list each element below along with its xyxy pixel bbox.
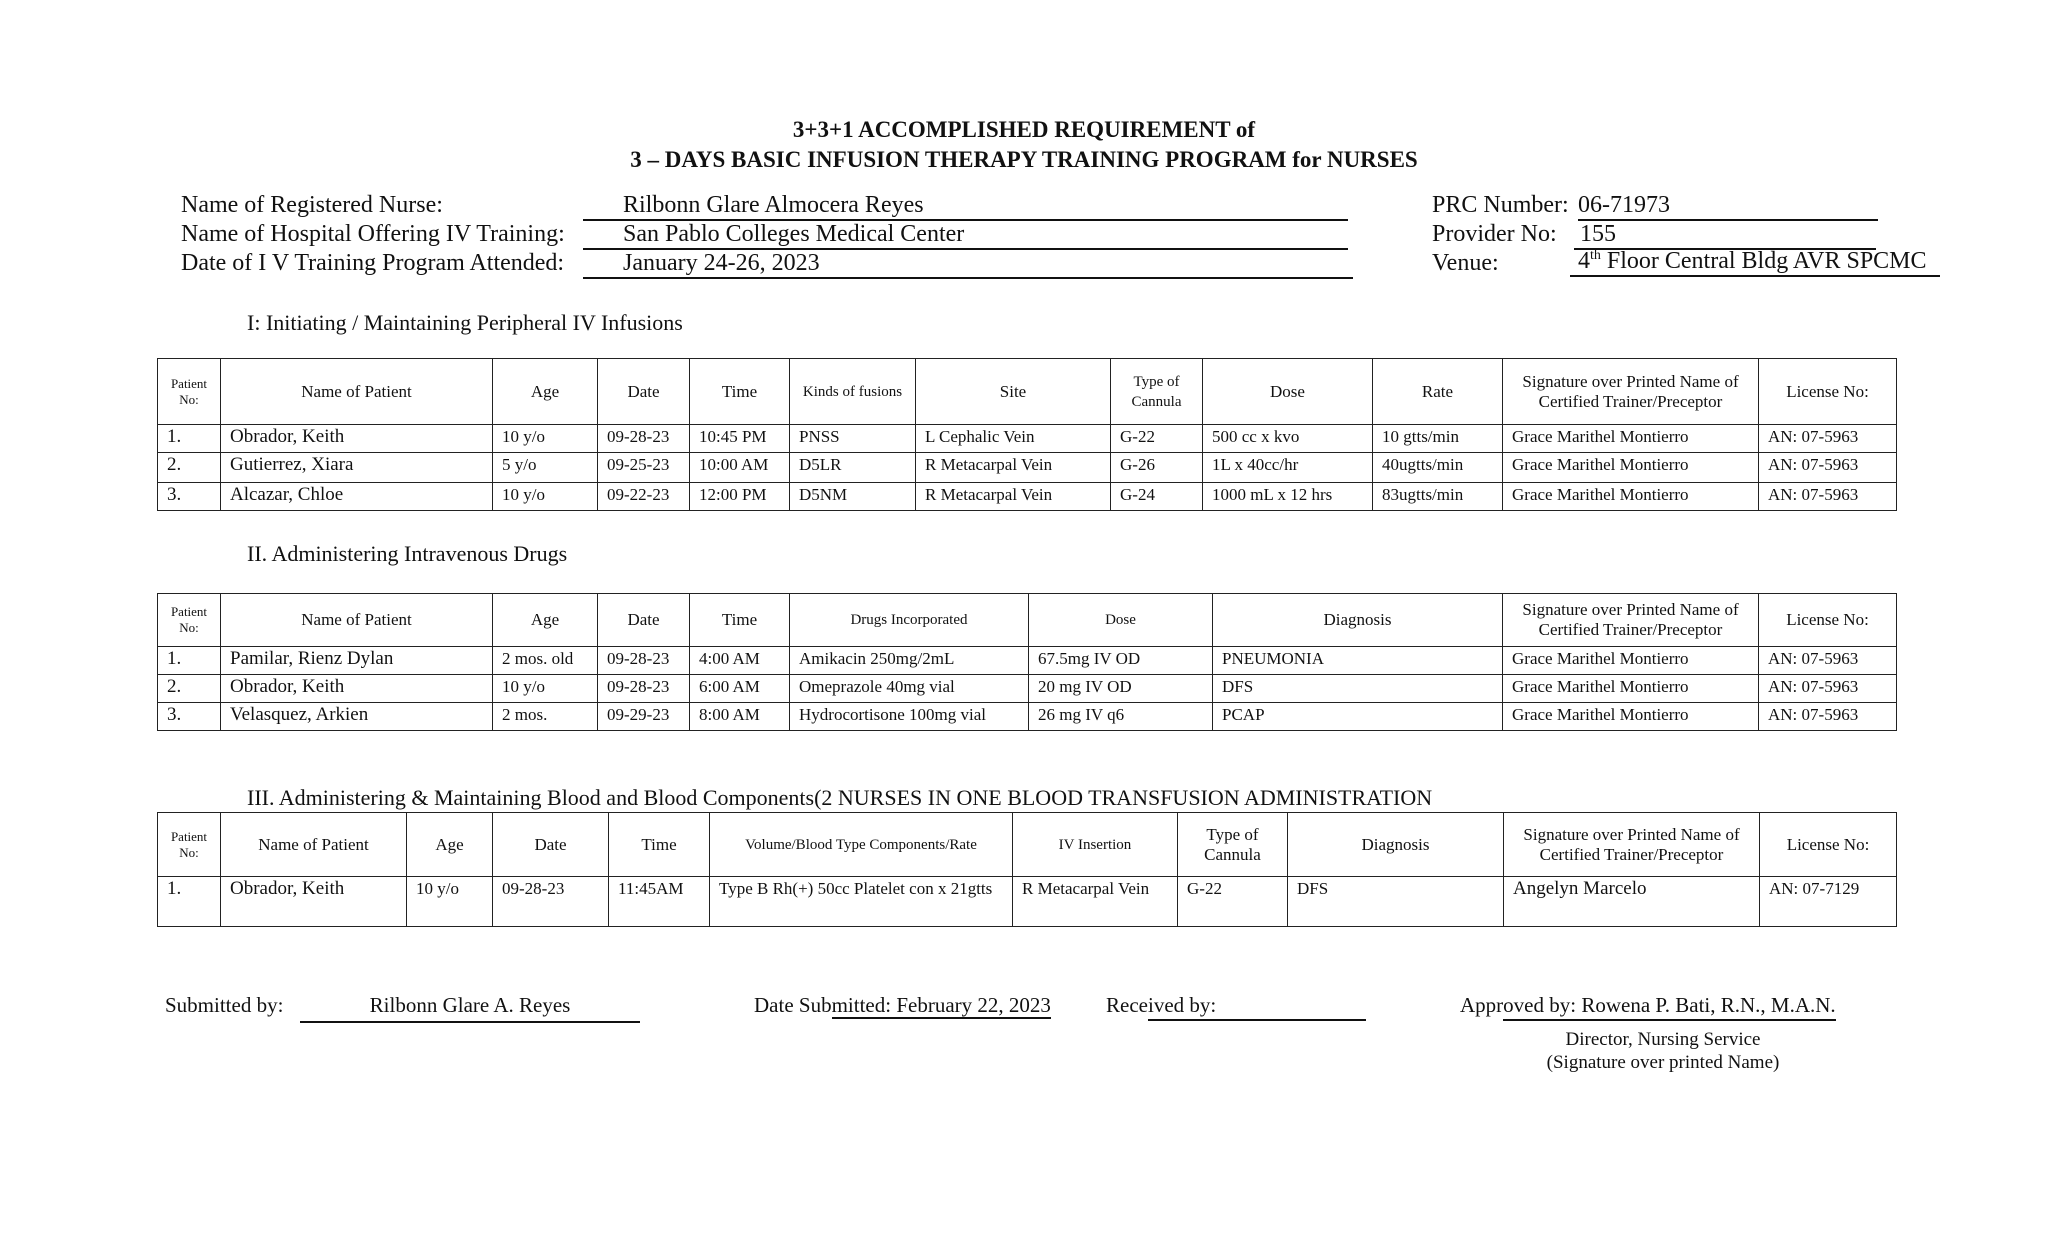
col-date: Date bbox=[598, 359, 690, 425]
cell-license: AN: 07-5963 bbox=[1759, 675, 1897, 703]
cell-rate: 83ugtts/min bbox=[1373, 483, 1503, 511]
cell-trainer: Grace Marithel Montierro bbox=[1503, 453, 1759, 483]
cell-dose: 26 mg IV q6 bbox=[1029, 703, 1213, 731]
cell-trainer: Grace Marithel Montierro bbox=[1503, 703, 1759, 731]
cell-license: AN: 07-5963 bbox=[1759, 425, 1897, 453]
cell-time: 11:45AM bbox=[609, 877, 710, 927]
col-signature: Signature over Printed Name of Certified Trainer/Preceptor bbox=[1504, 813, 1760, 877]
cell-diagnosis: DFS bbox=[1213, 675, 1503, 703]
col-time: Time bbox=[690, 359, 790, 425]
cell-trainer: Angelyn Marcelo bbox=[1504, 877, 1760, 927]
cell-age: 10 y/o bbox=[493, 425, 598, 453]
cell-dose: 67.5mg IV OD bbox=[1029, 647, 1213, 675]
col-date: Date bbox=[493, 813, 609, 877]
col-name: Name of Patient bbox=[221, 359, 493, 425]
training-date-value: January 24-26, 2023 bbox=[583, 250, 1353, 279]
approved-by bbox=[1460, 993, 1836, 1021]
document-title-line2: 3 – DAYS BASIC INFUSION THERAPY TRAINING PROGRAM for NURSES bbox=[630, 147, 1418, 172]
col-diagnosis: Diagnosis bbox=[1213, 594, 1503, 647]
blood-components-table bbox=[157, 812, 1897, 927]
cell-trainer: Grace Marithel Montierro bbox=[1503, 483, 1759, 511]
cell-fusion: D5LR bbox=[790, 453, 916, 483]
cell-age: 10 y/o bbox=[407, 877, 493, 927]
cell-date: 09-28-23 bbox=[493, 877, 609, 927]
col-signature: Signature over Printed Name of Certified Trainer/Preceptor bbox=[1503, 594, 1759, 647]
venue-value: 4th Floor Central Bldg AVR SPCMC bbox=[1570, 248, 1940, 277]
cell-site: L Cephalic Vein bbox=[916, 425, 1111, 453]
cell-name: Pamilar, Rienz Dylan bbox=[221, 647, 493, 675]
cell-site: R Metacarpal Vein bbox=[916, 483, 1111, 511]
cell-fusion: PNSS bbox=[790, 425, 916, 453]
cell-time: 6:00 AM bbox=[690, 675, 790, 703]
cell-name: Gutierrez, Xiara bbox=[221, 453, 493, 483]
col-patient-no: Patient No: bbox=[158, 594, 221, 647]
cell-blood-components: Type B Rh(+) 50cc Platelet con x 21gtts bbox=[710, 877, 1013, 927]
col-dose: Dose bbox=[1203, 359, 1373, 425]
cell-date: 09-28-23 bbox=[598, 675, 690, 703]
col-type-of-cannula: Type of Cannula bbox=[1111, 359, 1203, 425]
cell-no: 3. bbox=[158, 483, 221, 511]
cell-age: 2 mos. old bbox=[493, 647, 598, 675]
col-name: Name of Patient bbox=[221, 594, 493, 647]
cell-dose: 1000 mL x 12 hrs bbox=[1203, 483, 1373, 511]
table-row bbox=[158, 483, 1897, 511]
cell-time: 10:45 PM bbox=[690, 425, 790, 453]
cell-time: 4:00 AM bbox=[690, 647, 790, 675]
col-license: License No: bbox=[1760, 813, 1897, 877]
cell-no: 3. bbox=[158, 703, 221, 731]
cell-rate: 10 gtts/min bbox=[1373, 425, 1503, 453]
cell-no: 1. bbox=[158, 877, 221, 927]
date-submitted-label bbox=[754, 993, 1051, 1018]
table-row bbox=[158, 425, 1897, 453]
prc-value: 06-71973 bbox=[1578, 192, 1878, 221]
col-patient-no: Patient No: bbox=[158, 813, 221, 877]
cell-age: 10 y/o bbox=[493, 483, 598, 511]
col-site: Site bbox=[916, 359, 1111, 425]
cell-dose: 1L x 40cc/hr bbox=[1203, 453, 1373, 483]
col-signature: Signature over Printed Name of Certified Trainer/Preceptor bbox=[1503, 359, 1759, 425]
cell-date: 09-22-23 bbox=[598, 483, 690, 511]
iv-infusions-table bbox=[157, 358, 1897, 511]
submitted-by-label: Submitted by: bbox=[165, 993, 284, 1017]
cell-diagnosis: PNEUMONIA bbox=[1213, 647, 1503, 675]
col-rate: Rate bbox=[1373, 359, 1503, 425]
col-diagnosis: Diagnosis bbox=[1288, 813, 1504, 877]
cell-trainer: Grace Marithel Montierro bbox=[1503, 425, 1759, 453]
cell-time: 8:00 AM bbox=[690, 703, 790, 731]
col-type-of-cannula: Type of Cannula bbox=[1178, 813, 1288, 877]
cell-age: 2 mos. bbox=[493, 703, 598, 731]
cell-cannula: G-22 bbox=[1178, 877, 1288, 927]
cell-license: AN: 07-5963 bbox=[1759, 453, 1897, 483]
document-title-line1: 3+3+1 ACCOMPLISHED REQUIREMENT of bbox=[792, 117, 1256, 142]
received-by-line: ived by: bbox=[1148, 993, 1366, 1021]
cell-no: 2. bbox=[158, 675, 221, 703]
col-age: Age bbox=[493, 359, 598, 425]
col-time: Time bbox=[609, 813, 710, 877]
hospital-label: Name of Hospital Offering IV Training: bbox=[181, 221, 565, 247]
hospital-value: San Pablo Colleges Medical Center bbox=[583, 221, 1348, 250]
training-date-label: Date of I V Training Program Attended: bbox=[181, 250, 565, 276]
venue-label: Venue: bbox=[1432, 250, 1499, 276]
cell-drug: Omeprazole 40mg vial bbox=[790, 675, 1029, 703]
cell-trainer: Grace Marithel Montierro bbox=[1503, 647, 1759, 675]
cell-name: Obrador, Keith bbox=[221, 877, 407, 927]
cell-date: 09-29-23 bbox=[598, 703, 690, 731]
submitted-by-value: Rilbonn Glare A. Reyes bbox=[300, 993, 640, 1023]
cell-name: Velasquez, Arkien bbox=[221, 703, 493, 731]
col-dose: Dose bbox=[1029, 594, 1213, 647]
col-drugs: Drugs Incorporated bbox=[790, 594, 1029, 647]
cell-iv-insertion: R Metacarpal Vein bbox=[1013, 877, 1178, 927]
table-row bbox=[158, 675, 1897, 703]
table-header-row bbox=[158, 359, 1897, 425]
table-header-row bbox=[158, 813, 1897, 877]
col-time: Time bbox=[690, 594, 790, 647]
cell-no: 1. bbox=[158, 425, 221, 453]
section1-title: I: Initiating / Maintaining Peripheral IV Infusions bbox=[247, 310, 683, 335]
section3-title: III. Administering & Maintaining Blood and Blood Components(2 NURSES IN ONE BLOOD TRANSFUSION ADMINISTRATION bbox=[247, 785, 1433, 810]
cell-name: Alcazar, Chloe bbox=[221, 483, 493, 511]
cell-trainer: Grace Marithel Montierro bbox=[1503, 675, 1759, 703]
cell-diagnosis: PCAP bbox=[1213, 703, 1503, 731]
cell-cannula: G-24 bbox=[1111, 483, 1203, 511]
cell-time: 12:00 PM bbox=[690, 483, 790, 511]
date-submitted-value: mitted: February 22, 2023 bbox=[831, 993, 1051, 1017]
cell-license: AN: 07-5963 bbox=[1759, 647, 1897, 675]
col-age: Age bbox=[493, 594, 598, 647]
table-row bbox=[158, 647, 1897, 675]
cell-license: AN: 07-7129 bbox=[1760, 877, 1897, 927]
col-kinds-of-fusions: Kinds of fusions bbox=[790, 359, 916, 425]
cell-date: 09-28-23 bbox=[598, 425, 690, 453]
cell-age: 5 y/o bbox=[493, 453, 598, 483]
table-row bbox=[158, 453, 1897, 483]
iv-drugs-table bbox=[157, 593, 1897, 731]
cell-date: 09-28-23 bbox=[598, 647, 690, 675]
cell-cannula: G-26 bbox=[1111, 453, 1203, 483]
cell-name: Obrador, Keith bbox=[221, 425, 493, 453]
approved-by-prefix: Appr bbox=[1460, 993, 1504, 1017]
received-by-prefix: Rece bbox=[1106, 993, 1148, 1017]
cell-drug: Hydrocortisone 100mg vial bbox=[790, 703, 1029, 731]
cell-date: 09-25-23 bbox=[598, 453, 690, 483]
nurse-value: Rilbonn Glare Almocera Reyes bbox=[583, 192, 1348, 221]
cell-time: 10:00 AM bbox=[690, 453, 790, 483]
table-row bbox=[158, 877, 1897, 927]
col-date: Date bbox=[598, 594, 690, 647]
provider-label: Provider No: bbox=[1432, 221, 1557, 247]
received-by bbox=[1106, 993, 1366, 1021]
cell-site: R Metacarpal Vein bbox=[916, 453, 1111, 483]
approved-by-value: oved by: Rowena P. Bati, R.N., M.A.N. bbox=[1503, 993, 1836, 1021]
cell-name: Obrador, Keith bbox=[221, 675, 493, 703]
approver-note: (Signature over printed Name) bbox=[1546, 1052, 1780, 1073]
col-age: Age bbox=[407, 813, 493, 877]
cell-age: 10 y/o bbox=[493, 675, 598, 703]
approver-title: Director, Nursing Service bbox=[1565, 1029, 1761, 1050]
cell-fusion: D5NM bbox=[790, 483, 916, 511]
section2-title: II. Administering Intravenous Drugs bbox=[247, 541, 568, 566]
cell-cannula: G-22 bbox=[1111, 425, 1203, 453]
cell-diagnosis: DFS bbox=[1288, 877, 1504, 927]
col-name: Name of Patient bbox=[221, 813, 407, 877]
prc-label: PRC Number: bbox=[1432, 192, 1569, 218]
cell-dose: 20 mg IV OD bbox=[1029, 675, 1213, 703]
cell-license: AN: 07-5963 bbox=[1759, 703, 1897, 731]
cell-no: 2. bbox=[158, 453, 221, 483]
col-license: License No: bbox=[1759, 359, 1897, 425]
nurse-label: Name of Registered Nurse: bbox=[181, 192, 443, 218]
col-iv-insertion: IV Insertion bbox=[1013, 813, 1178, 877]
provider-value: 155 bbox=[1574, 221, 1876, 250]
col-blood-components: Volume/Blood Type Components/Rate bbox=[710, 813, 1013, 877]
cell-license: AN: 07-5963 bbox=[1759, 483, 1897, 511]
cell-rate: 40ugtts/min bbox=[1373, 453, 1503, 483]
cell-dose: 500 cc x kvo bbox=[1203, 425, 1373, 453]
cell-drug: Amikacin 250mg/2mL bbox=[790, 647, 1029, 675]
table-row bbox=[158, 703, 1897, 731]
date-submitted-prefix: Date Sub bbox=[754, 993, 832, 1017]
col-license: License No: bbox=[1759, 594, 1897, 647]
col-patient-no: Patient No: bbox=[158, 359, 221, 425]
cell-no: 1. bbox=[158, 647, 221, 675]
table-header-row bbox=[158, 594, 1897, 647]
